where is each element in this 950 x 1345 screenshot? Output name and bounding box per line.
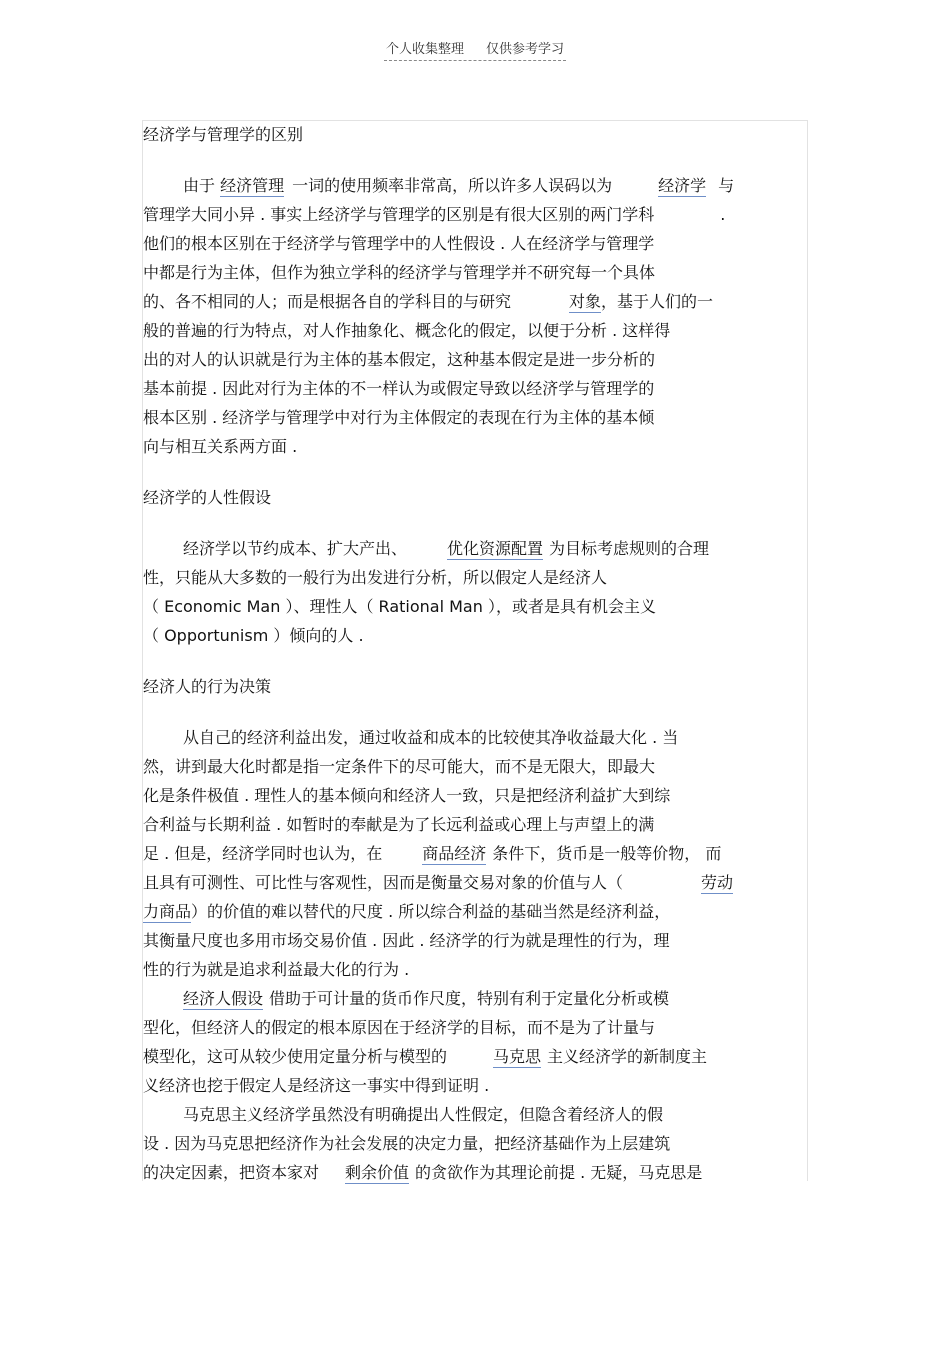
text-line: 他们的根本区别在于经济学与管理学中的人性假设 . 人在经济学与管理学 xyxy=(143,234,655,253)
text-line xyxy=(143,287,808,316)
text-line xyxy=(143,868,808,897)
text-line: 向与相互关系两方面 . xyxy=(143,437,298,456)
text-segment: 且具有可测性、可比性与客观性，因而是衡量交易对象的价值与人（ xyxy=(143,873,624,892)
text-segment: 一词的使用频率非常高，所以许多人误码以为 xyxy=(292,176,613,195)
text-segment: ）的价值的难以替代的尺度 . 所以综合利益的基础当然是经济利益， xyxy=(191,902,671,921)
text-segment: . xyxy=(720,205,726,224)
text-line: 型化，但经济人的假定的根本原因在于经济学的目标，而不是为了计量与 xyxy=(143,1018,656,1037)
text-segment: 与 xyxy=(718,176,735,195)
text-line: （ Economic Man ）、理性人（ Rational Man ），或者是具有机会主义 xyxy=(143,597,656,616)
text-segment: 借助于可计量的货币作尺度，特别有利于定量化分析或模 xyxy=(269,989,670,1008)
link-duixiang[interactable]: 对象 xyxy=(569,292,602,311)
link-shangpin-jingji[interactable]: 商品经济 xyxy=(422,844,487,863)
text-segment: 的决定因素，把资本家对 xyxy=(143,1163,320,1182)
text-line: 化是条件极值 . 理性人的基本倾向和经济人一致，只是把经济利益扩大到综 xyxy=(143,786,671,805)
link-shengyu-jiazhi[interactable]: 剩余价值 xyxy=(345,1163,410,1182)
text-line: 中都是行为主体，但作为独立学科的经济学与管理学并不研究每一个具体 xyxy=(143,263,656,282)
text-segment: 的、各不相同的人；而是根据各自的学科目的与研究 xyxy=(143,292,512,311)
link-jingji-guanli[interactable]: 经济管理 xyxy=(220,176,285,195)
header-text xyxy=(384,38,566,61)
text-segment: ，基于人们的一 xyxy=(601,292,714,311)
text-line xyxy=(143,534,808,563)
paragraph-2 xyxy=(143,534,808,650)
text-line xyxy=(143,897,808,926)
paragraph-1 xyxy=(143,171,808,461)
link-lishangpin[interactable]: 力商品 xyxy=(143,902,192,921)
text-line xyxy=(143,200,808,229)
text-line xyxy=(143,1042,808,1071)
document-body xyxy=(143,120,808,1187)
text-segment: 管理学大同小异 . 事实上经济学与管理学的区别是有很大区别的两门学科 xyxy=(143,205,655,224)
link-jingjiren-jiashe[interactable]: 经济人假设 xyxy=(183,989,264,1008)
paragraph-4 xyxy=(143,984,808,1100)
text-line: （ Opportunism ）倾向的人 . xyxy=(143,626,364,645)
text-line xyxy=(143,171,808,200)
text-segment: 主义经济学的新制度主 xyxy=(547,1047,708,1066)
text-line: 基本前提 . 因此对行为主体的不一样认为或假定导致以经济学与管理学的 xyxy=(143,379,655,398)
text-line: 义经济也挖于假定人是经济这一事实中得到证明 . xyxy=(143,1076,490,1095)
section-heading: 经济学的人性假设 xyxy=(143,488,272,507)
text-line xyxy=(143,839,808,868)
text-segment: 的贪欲作为其理论前提 . 无疑，马克思是 xyxy=(415,1163,703,1182)
text-line: 从自己的经济利益出发，通过收益和成本的比较使其净收益最大化 . 当 xyxy=(183,728,679,747)
text-line: 般的普遍的行为特点，对人作抽象化、概念化的假定，以便于分析 . 这样得 xyxy=(143,321,671,340)
text-segment: 条件下，货币是一般等价物， 而 xyxy=(492,844,722,863)
section-heading: 经济人的行为决策 xyxy=(143,677,272,696)
link-youhua-ziyuan-peizhi[interactable]: 优化资源配置 xyxy=(447,539,544,558)
header-left: 个人收集整理 xyxy=(385,42,464,57)
text-line: 性的行为就是追求利益最大化的行为 . xyxy=(143,960,410,979)
text-segment: 模型化，这可从较少使用定量分析与模型的 xyxy=(143,1047,448,1066)
text-line: 合利益与长期利益 . 如暂时的奉献是为了长远利益或心理上与声望上的满 xyxy=(143,815,655,834)
text-segment: 经济学以节约成本、扩大产出、 xyxy=(183,539,408,558)
text-line: 然，讲到最大化时都是指一定条件下的尽可能大，而不是无限大，即最大 xyxy=(143,757,656,776)
text-segment: 为目标考虑规则的合理 xyxy=(549,539,710,558)
text-line xyxy=(143,1158,808,1187)
header-right: 仅供参考学习 xyxy=(486,42,565,57)
link-laodong[interactable]: 劳动 xyxy=(701,873,734,892)
text-segment: 由于 xyxy=(183,176,216,195)
text-line: 性，只能从大多数的一般行为出发进行分析，所以假定人是经济人 xyxy=(143,568,608,587)
text-line: 马克思主义经济学虽然没有明确提出人性假定，但隐含着经济人的假 xyxy=(183,1105,664,1124)
text-segment: 足 . 但是，经济学同时也认为，在 xyxy=(143,844,383,863)
text-line: 出的对人的认识就是行为主体的基本假定，这种基本假定是进一步分析的 xyxy=(143,350,656,369)
paragraph-5 xyxy=(143,1100,808,1187)
text-line: 其衡量尺度也多用市场交易价值 . 因此 . 经济学的行为就是理性的行为，理 xyxy=(143,931,670,950)
text-line: 设 . 因为马克思把经济作为社会发展的决定力量，把经济基础作为上层建筑 xyxy=(143,1134,671,1153)
page-header xyxy=(0,38,950,60)
link-jingjixue[interactable]: 经济学 xyxy=(658,176,707,195)
text-line xyxy=(143,984,808,1013)
document-title: 经济学与管理学的区别 xyxy=(143,125,304,144)
link-makesi[interactable]: 马克思 xyxy=(493,1047,542,1066)
text-line: 根本区别 . 经济学与管理学中对行为主体假定的表现在行为主体的基本倾 xyxy=(143,408,655,427)
paragraph-3 xyxy=(143,723,808,984)
